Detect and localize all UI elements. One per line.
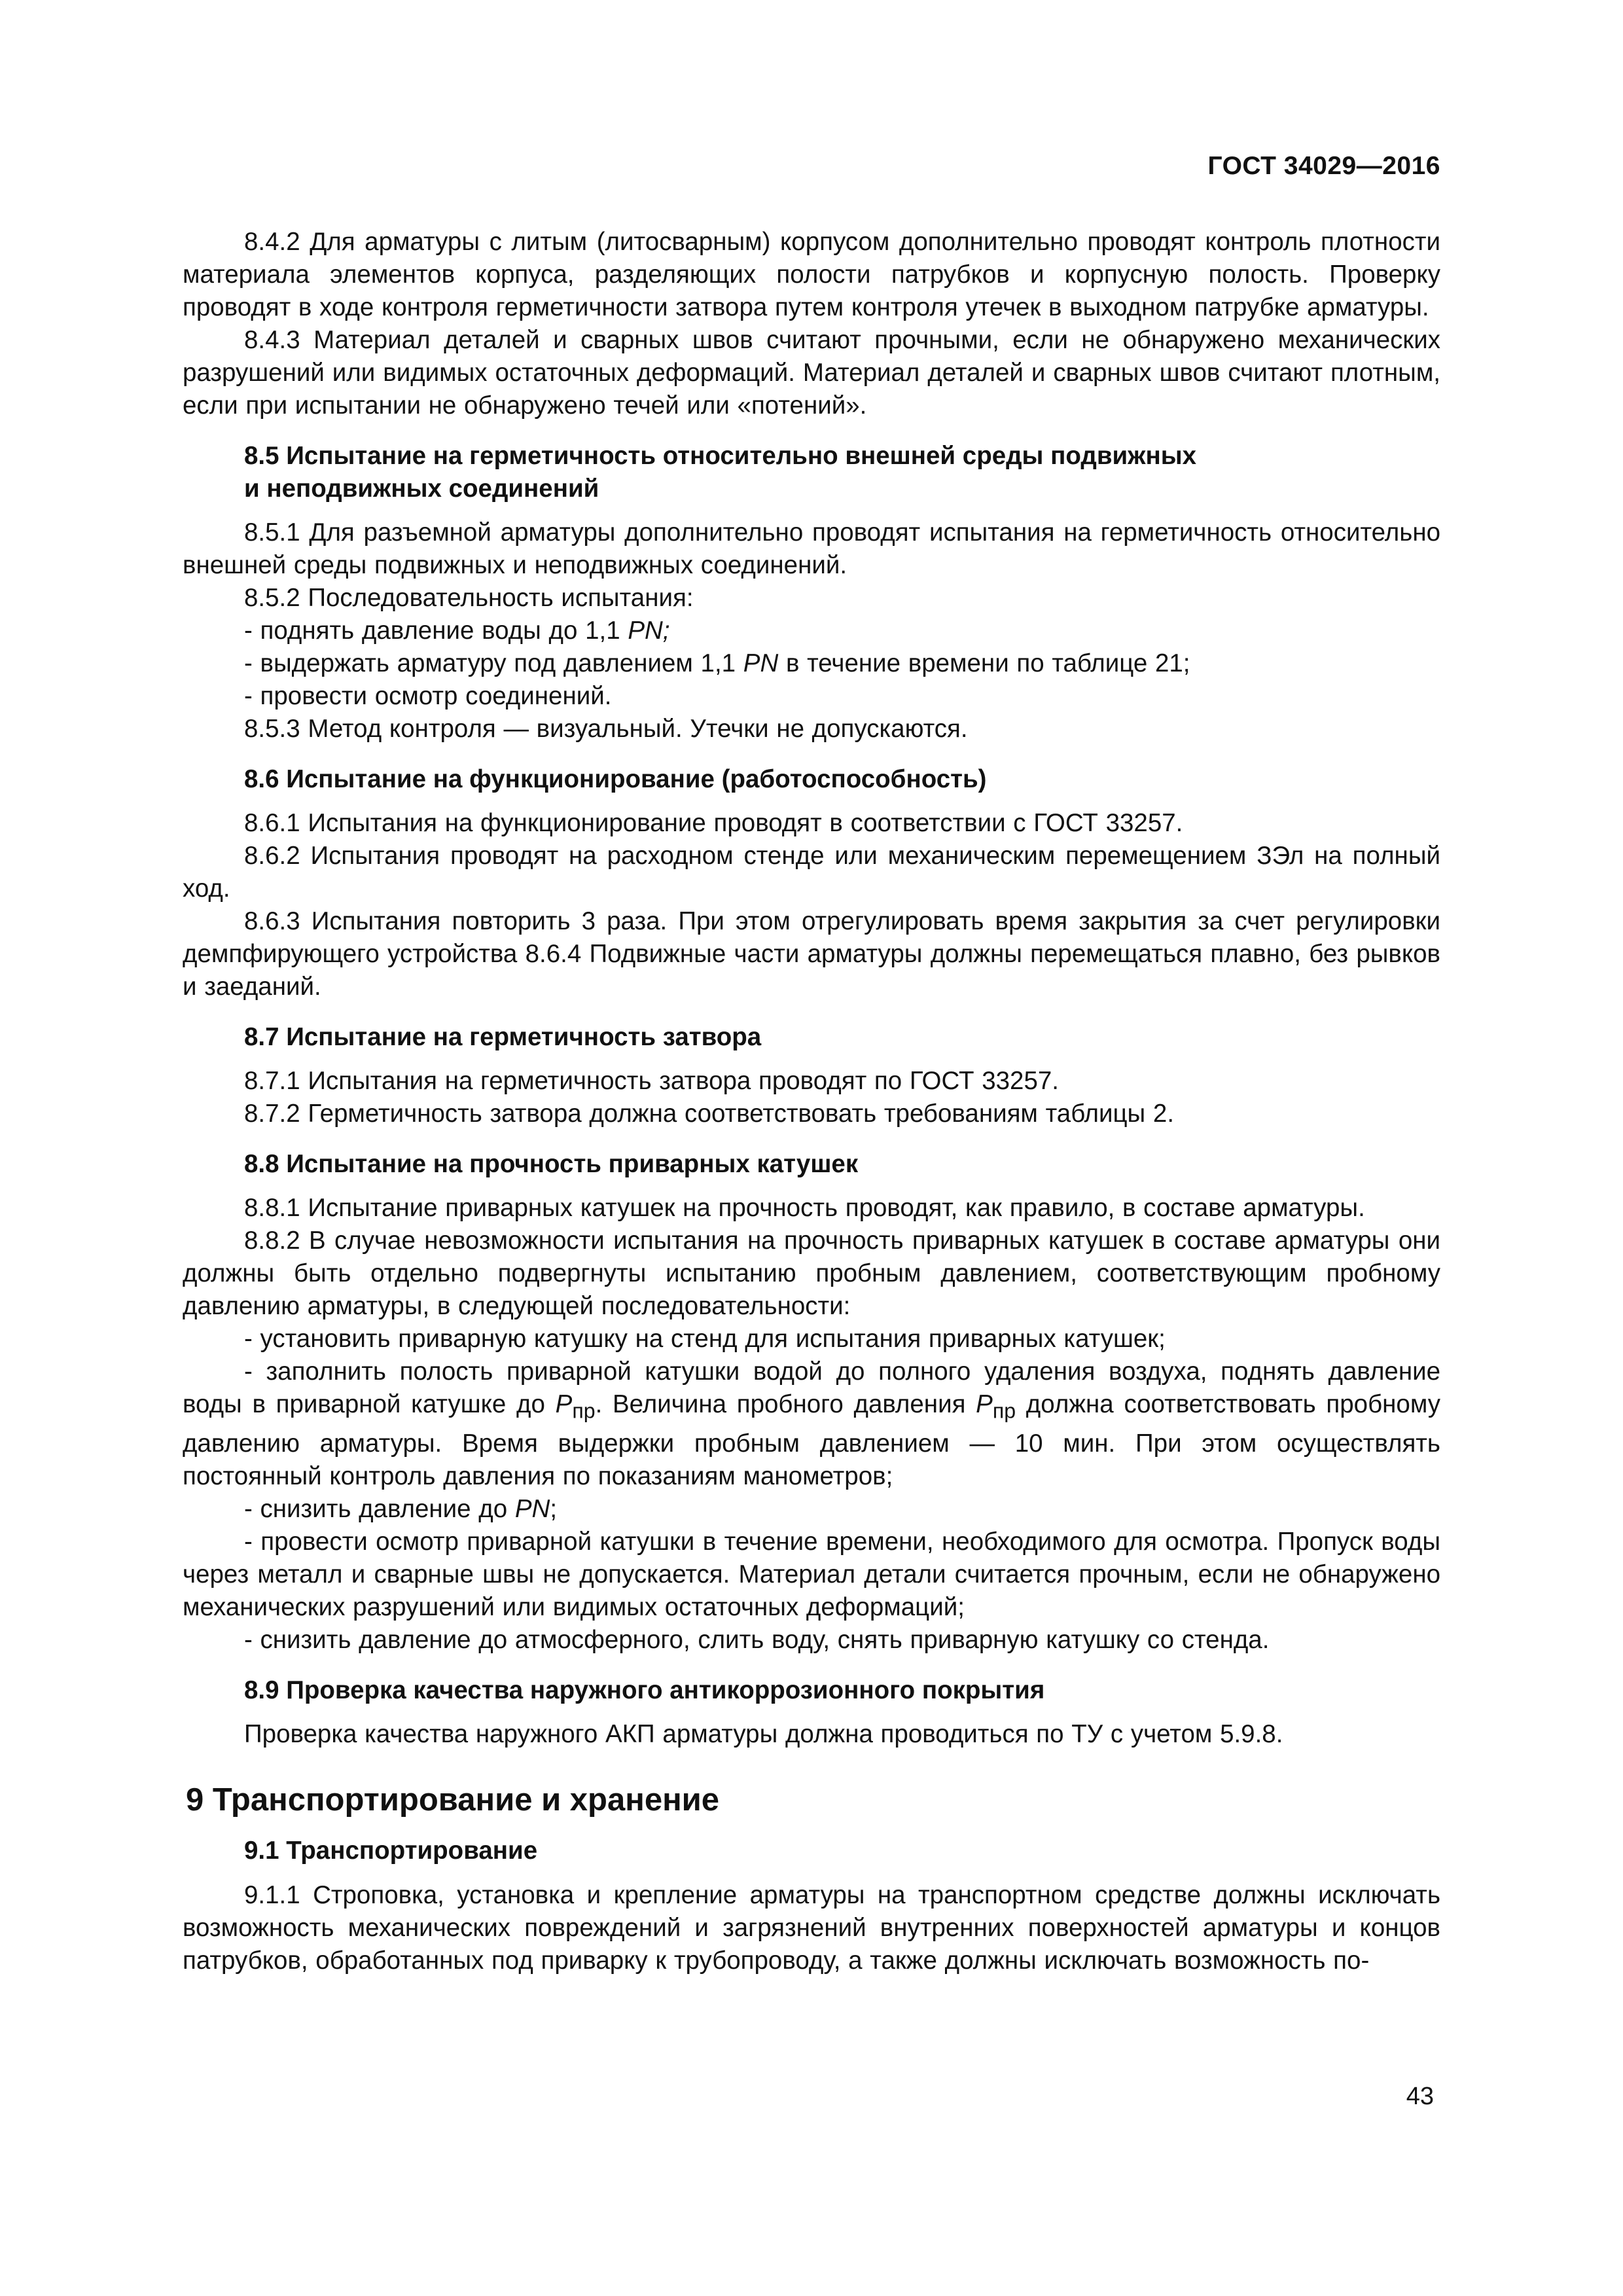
list-item: - провести осмотр соединений. xyxy=(244,682,612,710)
clause-8-6-2: 8.6.2 Испытания проводят на расходном стенде или механическим перемещением ЗЭл на полный ход. xyxy=(183,842,1440,903)
list-item-text-after: ; xyxy=(550,1494,558,1523)
clause-9-1-1: 9.1.1 Строповка, установка и крепление арматуры на транспортном средстве должны исключать возможность механических повреждений и загрязнений внутренних поверхностей арматуры и концов патрубков, обработанных под приварку к трубопроводу, а также должны исключать возможность по- xyxy=(183,1880,1440,1975)
clause-8-5-1: 8.5.1 Для разъемной арматуры дополнительно проводят испытания на герметичность относительно внешней среды подвижных и неподвижных соединений. xyxy=(183,518,1440,579)
standard-header: ГОСТ 34029—2016 xyxy=(1207,152,1440,180)
chapter-heading-9: 9 Транспортирование и хранение xyxy=(186,1782,720,1818)
page-number: 43 xyxy=(1406,2083,1434,2110)
pressure-subscript: пр xyxy=(992,1399,1016,1423)
list-item xyxy=(183,647,1440,680)
list-item-text: . Величина пробного давления xyxy=(595,1390,976,1418)
clause-8-5-3: 8.5.3 Метод контроля — визуальный. Утечки не допускаются. xyxy=(244,715,968,743)
list-item-text: - поднять давление воды до 1,1 xyxy=(244,617,628,645)
list-item: - установить приварную катушку на стенд для испытания приварных катушек; xyxy=(244,1325,1166,1353)
clause-8-5-2: 8.5.2 Последовательность испытания: xyxy=(244,584,694,612)
pressure-symbol: P xyxy=(976,1390,993,1418)
clause-8-8-1: 8.8.1 Испытание приварных катушек на прочность проводят, как правило, в составе арматуры. xyxy=(244,1194,1365,1222)
pressure-subscript: пр xyxy=(572,1399,596,1423)
clause-8-6-1: 8.6.1 Испытания на функционирование проводят в соответствии с ГОСТ 33257. xyxy=(244,809,1183,837)
list-item: - провести осмотр приварной катушки в течение времени, необходимого для осмотра. Пропуск воды через металл и сварные швы не допускается. Материал детали считается прочным, если не обнаружено механических разрушений или видимых остаточных деформаций; xyxy=(183,1527,1440,1621)
clause-8-9-text: Проверка качества наружного АКП арматуры должна проводиться по ТУ с учетом 5.9.8. xyxy=(244,1719,1283,1748)
list-item xyxy=(183,1493,1440,1526)
list-item xyxy=(183,1355,1440,1493)
list-item-symbol: PN xyxy=(514,1494,550,1523)
list-item-text: - снизить давление до xyxy=(244,1494,515,1523)
clause-8-7-1: 8.7.1 Испытания на герметичность затвора проводят по ГОСТ 33257. xyxy=(244,1067,1059,1095)
section-heading-8-7: 8.7 Испытание на герметичность затвора xyxy=(244,1023,762,1051)
clause-8-4-3: 8.4.3 Материал деталей и сварных швов считают прочными, если не обнаружено механических разрушений или видимых остаточных деформаций. Материал деталей и сварных швов считают плотным, если при испытании не обнаружено течей или «потений». xyxy=(183,326,1440,420)
pressure-symbol: P xyxy=(555,1390,573,1418)
section-heading-8-6: 8.6 Испытание на функционирование (работоспособность) xyxy=(244,765,987,793)
clause-8-7-2: 8.7.2 Герметичность затвора должна соответствовать требованиям таблицы 2. xyxy=(244,1100,1175,1128)
section-heading-8-9: 8.9 Проверка качества наружного антикоррозионного покрытия xyxy=(244,1676,1045,1704)
list-item: - снизить давление до атмосферного, слить воду, снять приварную катушку со стенда. xyxy=(244,1625,1270,1654)
list-item-text: должна соответствовать пробному давлению арматуры. Время выдержки пробным давлением — 10 мин. При этом осуществлять постоянный контроль давления по показаниям манометров; xyxy=(183,1390,1440,1490)
list-item xyxy=(183,615,1440,647)
clause-8-4-2: 8.4.2 Для арматуры с литым (литосварным) корпусом дополнительно проводят контроль плотности материала элементов корпуса, разделяющих полости патрубков и корпусную полость. Проверку проводят в ходе контроля герметичности затвора путем контроля утечек в выходном патрубке арматуры. xyxy=(183,228,1440,321)
list-item-symbol: PN; xyxy=(628,617,670,645)
section-heading-9-1: 9.1 Транспортирование xyxy=(244,1836,538,1865)
page-content xyxy=(183,226,1440,1977)
list-item-text-after: в течение времени по таблице 21; xyxy=(778,649,1190,677)
clause-8-6-3: 8.6.3 Испытания повторить 3 раза. При этом отрегулировать время закрытия за счет регулировки демпфирующего устройства 8.6.4 Подвижные части арматуры должны перемещаться плавно, без рывков и заеданий. xyxy=(183,907,1440,1001)
list-item-symbol: PN xyxy=(743,649,779,677)
section-heading-8-5-line2: и неподвижных соединений xyxy=(244,475,599,503)
clause-8-8-2: 8.8.2 В случае невозможности испытания на прочность приварных катушек в составе арматуры они должны быть отдельно подвергнуты испытанию пробным давлением, соответствующим пробному давлению арматуры, в следующей последовательности: xyxy=(183,1227,1440,1320)
list-item-text: - заполнить полость приварной катушки водой до полного удаления воздуха, поднять давление воды в приварной катушке до xyxy=(183,1357,1440,1418)
section-heading-8-8: 8.8 Испытание на прочность приварных катушек xyxy=(244,1150,859,1178)
section-heading-8-5 xyxy=(183,440,1440,505)
list-item-text: - выдержать арматуру под давлением 1,1 xyxy=(244,649,743,677)
section-heading-8-5-line1: 8.5 Испытание на герметичность относительно внешней среды подвижных xyxy=(244,442,1197,470)
